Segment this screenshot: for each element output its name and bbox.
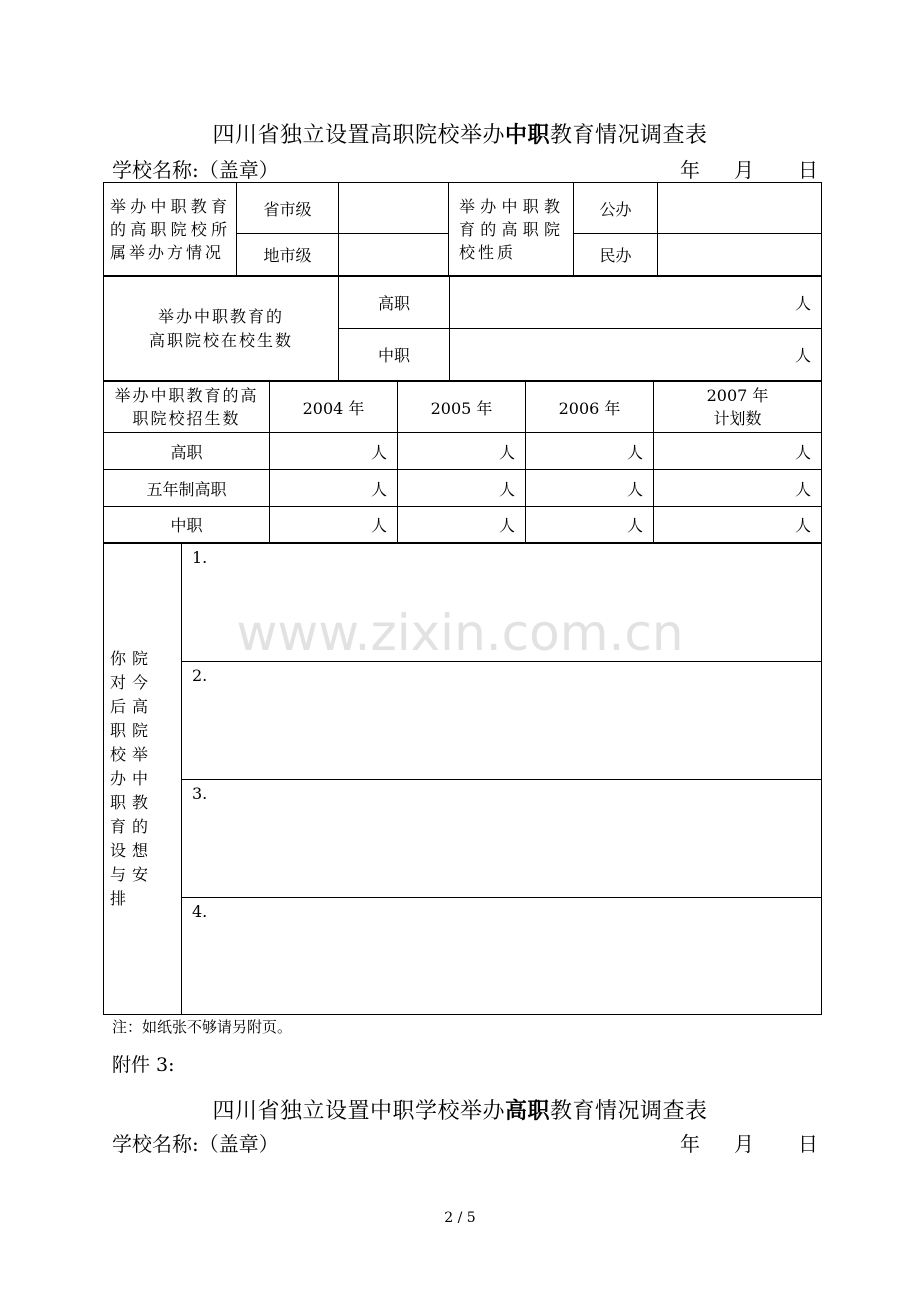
cell-higher-2004[interactable]: 人 bbox=[270, 433, 398, 470]
form2-school-name-label: 学校名称:（盖章） bbox=[112, 1132, 279, 1156]
year-2005-header: 2005 年 bbox=[398, 382, 526, 433]
date-fields bbox=[680, 154, 818, 183]
form1-title bbox=[0, 118, 920, 149]
organizer-section bbox=[103, 182, 822, 276]
provincial-label: 省市级 bbox=[237, 183, 339, 234]
cell-higher-2006[interactable]: 人 bbox=[526, 433, 654, 470]
cell-secondary-2004[interactable]: 人 bbox=[270, 507, 398, 543]
form2-date-fields bbox=[680, 1128, 818, 1157]
municipal-label: 地市级 bbox=[237, 234, 339, 276]
school-name-label: 学校名称:（盖章） bbox=[112, 158, 279, 182]
form2-date-day: 日 bbox=[798, 1132, 818, 1156]
page-number: 2 / 5 bbox=[444, 1210, 476, 1226]
private-value[interactable] bbox=[658, 234, 822, 276]
plan-section bbox=[103, 543, 822, 1015]
year-2007-line2: 计划数 bbox=[713, 409, 762, 428]
cell-secondary-2006[interactable]: 人 bbox=[526, 507, 654, 543]
attachment-label: 附件 3: bbox=[112, 1054, 175, 1076]
date-month: 月 bbox=[734, 158, 754, 182]
year-2006-header: 2006 年 bbox=[526, 382, 654, 433]
survey-table bbox=[103, 182, 821, 1015]
form2-title bbox=[0, 1094, 920, 1125]
enrolled-higher-value[interactable]: 人 bbox=[450, 277, 822, 329]
row-higher-label: 高职 bbox=[104, 433, 270, 470]
enrolled-secondary-label: 中职 bbox=[339, 329, 450, 381]
form1-school-line bbox=[112, 154, 818, 183]
municipal-value[interactable] bbox=[339, 234, 449, 276]
year-2004-header: 2004 年 bbox=[270, 382, 398, 433]
recruit-label: 举办中职教育的高职院校招生数 bbox=[104, 382, 270, 433]
cell-five-year-2007[interactable]: 人 bbox=[654, 470, 822, 507]
form2-date-month: 月 bbox=[734, 1132, 754, 1156]
recruit-section bbox=[103, 381, 822, 543]
organizer-label: 举办中职教育的高职院校所属举办方情况 bbox=[104, 183, 237, 276]
cell-higher-2007[interactable]: 人 bbox=[654, 433, 822, 470]
enrolled-section bbox=[103, 276, 822, 381]
form1-title-prefix: 四川省独立设置高职院校举办 bbox=[212, 123, 505, 148]
enrolled-higher-label: 高职 bbox=[339, 277, 450, 329]
form2-title-suffix: 教育情况调查表 bbox=[550, 1099, 708, 1124]
cell-five-year-2005[interactable]: 人 bbox=[398, 470, 526, 507]
private-label: 民办 bbox=[574, 234, 658, 276]
row-secondary-label: 中职 bbox=[104, 507, 270, 543]
nature-label: 举办中职教育的高职院校性质 bbox=[449, 183, 574, 276]
row-five-year-label: 五年制高职 bbox=[104, 470, 270, 507]
enrolled-label bbox=[104, 277, 339, 381]
enrolled-label-line2: 高职院校在校生数 bbox=[148, 330, 293, 350]
cell-five-year-2006[interactable]: 人 bbox=[526, 470, 654, 507]
plan-item-1[interactable]: 1. bbox=[182, 544, 822, 662]
year-2007-header bbox=[654, 382, 822, 433]
form2-date-year: 年 bbox=[680, 1132, 700, 1156]
cell-secondary-2007[interactable]: 人 bbox=[654, 507, 822, 543]
year-2007-line1: 2007 年 bbox=[706, 386, 769, 405]
cell-five-year-2004[interactable]: 人 bbox=[270, 470, 398, 507]
date-year: 年 bbox=[680, 158, 700, 182]
plan-item-4[interactable]: 4. bbox=[182, 898, 822, 1015]
form1-title-suffix: 教育情况调查表 bbox=[550, 123, 708, 148]
form1-title-bold: 中职 bbox=[504, 123, 550, 148]
watermark: www.zixin.com.cn bbox=[236, 604, 684, 662]
public-label: 公办 bbox=[574, 183, 658, 234]
provincial-value[interactable] bbox=[339, 183, 449, 234]
form2-school-line bbox=[112, 1128, 818, 1157]
form2-title-bold: 高职 bbox=[504, 1099, 550, 1124]
enrolled-label-line1: 举办中职教育的 bbox=[157, 306, 284, 326]
cell-secondary-2005[interactable]: 人 bbox=[398, 507, 526, 543]
cell-higher-2005[interactable]: 人 bbox=[398, 433, 526, 470]
public-value[interactable] bbox=[658, 183, 822, 234]
plan-label: 你院对今后高职院校举办中职教育的设想与安排 bbox=[104, 544, 182, 1015]
form2-title-prefix: 四川省独立设置中职学校举办 bbox=[212, 1099, 505, 1124]
plan-item-2[interactable]: 2. bbox=[182, 662, 822, 780]
form1-note: 注：如纸张不够请另附页。 bbox=[112, 1018, 293, 1036]
enrolled-secondary-value[interactable]: 人 bbox=[450, 329, 822, 381]
plan-item-3[interactable]: 3. bbox=[182, 780, 822, 898]
date-day: 日 bbox=[798, 158, 818, 182]
